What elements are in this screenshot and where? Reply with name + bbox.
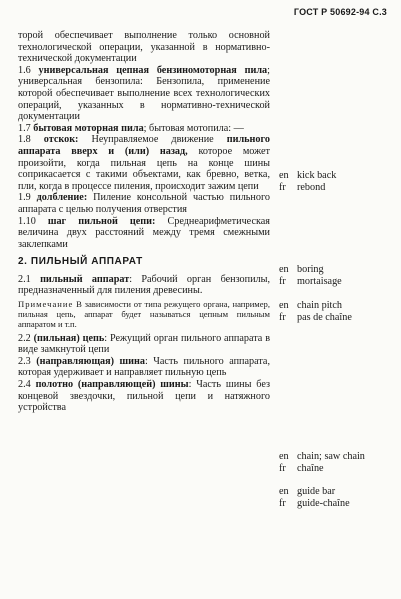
entry-1-8 — [18, 134, 270, 192]
entry-2-4 — [18, 379, 270, 414]
entry-definition: Пиление консольной частью пильного аппарата с целью получения отверстия — [18, 192, 270, 215]
lang-fr: fr — [279, 181, 286, 193]
entry-number: 1.10 — [18, 215, 36, 227]
entry-definition: Среднеарифметическая величина двух расстояний между тремя смежными заклепками — [18, 215, 270, 250]
translation-2-2 — [279, 451, 365, 474]
translation-en: chain pitch — [297, 300, 342, 311]
entry-definition: : Режущий орган пильного аппарата в виде замкнутой цепи — [18, 332, 270, 356]
entry-definition: ; универсальная бензопила: Бензопила, применение которой обеспечивает выполнение всех технологических операций, указанных в нормативно-технической документации — [18, 64, 270, 123]
entry-term: (направляющая) шина — [36, 355, 145, 367]
note-lead: Примечание — [18, 299, 74, 310]
entry-1-6 — [18, 65, 270, 123]
lang-en: en — [279, 264, 289, 275]
translation-1-8 — [279, 170, 336, 193]
main-column — [18, 30, 270, 414]
entry-number: 2.4 — [18, 379, 31, 391]
entry-definition-cont: которое может произойти, когда пильная цепь на конце шины соприкасается с такими объектами, как бревно, ветка, пли, когда в процессе пиления, происходит зажим цепи — [18, 145, 270, 192]
translation-fr: pas de chaîne — [297, 311, 352, 323]
entry-term: пильный аппарат — [40, 273, 130, 285]
entry-2-3 — [18, 356, 270, 379]
note-text: В зависимости от типа режущего органа, например, пильная цепь, аппарат будет называться цепным пильным аппаратом и т.п. — [18, 299, 270, 330]
translation-en: kick back — [297, 170, 337, 181]
entry-definition: : Рабочий орган бензопилы, предназначенный для пиления древесины. — [18, 273, 271, 297]
entry-number: 1.9 — [18, 192, 31, 204]
entry-2-1 — [18, 274, 270, 297]
translation-1-9 — [279, 264, 342, 287]
entry-term: (пильная) цепь — [33, 332, 105, 344]
translation-fr: chaîne — [297, 462, 324, 474]
entry-emphasis: пильного аппарата вверх и (или) назад, — [18, 134, 270, 157]
note — [18, 299, 270, 330]
entry-number: 2.2 — [18, 332, 31, 344]
entry-number: 1.6 — [18, 64, 31, 76]
translation-en: boring — [297, 264, 324, 275]
translation-fr: guide-chaîne — [297, 497, 350, 509]
translation-en: chain; saw chain — [297, 451, 365, 462]
lang-en: en — [279, 300, 289, 311]
lang-en: en — [279, 170, 289, 181]
entry-1-9 — [18, 192, 270, 215]
translation-fr: mortaisage — [297, 275, 342, 287]
translation-2-3 — [279, 486, 350, 509]
entry-term: отскок: — [43, 134, 79, 146]
translation-1-10 — [279, 300, 352, 323]
entry-term: шаг пильной цепи: — [47, 215, 156, 227]
entry-number: 1.8 — [18, 134, 31, 146]
lang-fr: fr — [279, 311, 286, 323]
entry-number: 2.3 — [18, 355, 31, 367]
lang-fr: fr — [279, 497, 286, 509]
entry-2-2 — [18, 333, 270, 356]
lang-fr: fr — [279, 275, 286, 287]
entry-definition: : Часть пильного аппарата, которая удерживает и направляет пильную цепь — [18, 355, 271, 379]
entry-definition: Неуправляемое движение — [78, 134, 227, 146]
lang-en: en — [279, 451, 289, 462]
lang-fr: fr — [279, 462, 286, 474]
translation-en: guide bar — [297, 486, 336, 497]
entry-term: долбление: — [36, 192, 88, 204]
entry-1-10 — [18, 216, 270, 251]
section-title: 2. ПИЛЬНЫЙ АППАРАТ — [18, 256, 143, 268]
entry-1-7 — [18, 123, 270, 135]
entry-term: бытовая моторная пила — [33, 122, 144, 134]
entry-number: 1.7 — [18, 122, 31, 134]
page-header: ГОСТ Р 50692-94 С.3 — [293, 7, 387, 17]
entry-1-5-continuation: торой обеспечивает выполнение только основной технологической операции, указанной в нормативно-технической документации — [18, 30, 270, 65]
entry-number: 2.1 — [18, 273, 31, 285]
translation-fr: rebond — [297, 181, 326, 193]
lang-en: en — [279, 486, 289, 497]
entry-term: универсальная цепная бензиномоторная пила — [38, 64, 268, 76]
entry-definition: ; бытовая мотопила: — — [143, 122, 244, 134]
entry-definition: : Часть шины без концевой звездочки, пильной цепи и натяжного устройства — [18, 379, 270, 414]
entry-term: полотно (направляющей) шины — [35, 379, 189, 391]
